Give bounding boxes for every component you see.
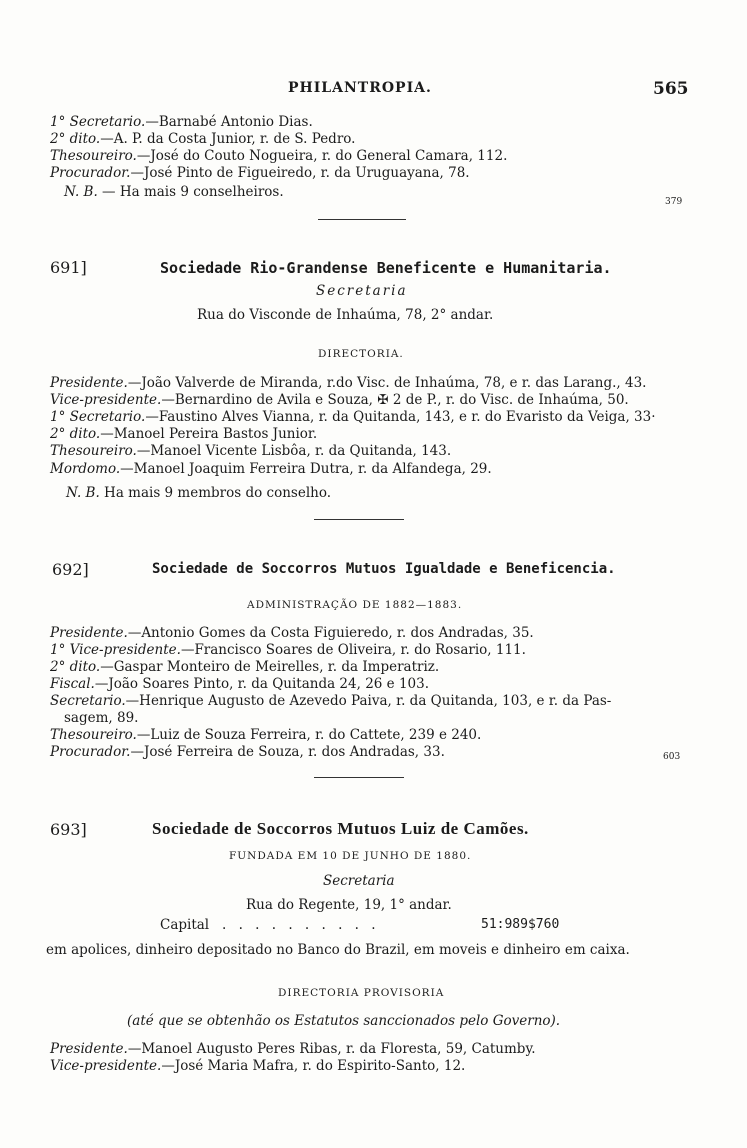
entry-line <box>50 625 534 642</box>
entry-role: Thesoureiro. <box>50 148 137 164</box>
entry-text: sagem, 89. <box>64 710 139 726</box>
note-nb: N. B. <box>66 485 100 501</box>
margin-number: 379 <box>665 197 683 207</box>
entry-line <box>50 693 611 710</box>
entry-role: Procurador. <box>50 165 131 181</box>
entry-line <box>50 148 507 165</box>
entry-line <box>50 426 317 443</box>
entry-role: Presidente. <box>50 1041 128 1057</box>
entry-role: 2° dito. <box>50 659 101 675</box>
entry-text: —Bernardino de Avila e Souza, ✠ 2 de P., r. do Visc. de Inhaúma, 50. <box>161 392 629 408</box>
note-nb: N. B. <box>64 184 98 200</box>
capital-description: em apolices, dinheiro depositado no Banco do Brazil, em moveis e dinheiro em caixa. <box>46 942 630 958</box>
capital-leader: . . . . . . . . . . <box>222 917 380 933</box>
provisional-note: (até que se obtenhão os Estatutos sanccionados pelo Governo). <box>127 1013 561 1029</box>
entry-line <box>50 392 629 409</box>
divider <box>318 219 406 220</box>
capital-value: 51:989$760 <box>481 917 560 932</box>
entry-text: —Henrique Augusto de Azevedo Paiva, r. da Quitanda, 103, e r. da Pas- <box>125 693 612 709</box>
entry-line <box>50 114 313 131</box>
divider <box>314 777 404 778</box>
entry-line <box>50 744 445 761</box>
address: Rua do Visconde de Inhaúma, 78, 2° andar. <box>197 307 494 323</box>
entry-text: —Antonio Gomes da Costa Figuieredo, r. dos Andradas, 35. <box>127 625 534 641</box>
entry-text: —João Valverde de Miranda, r.do Visc. de Inhaúma, 78, e r. das Larang., 43. <box>127 375 647 391</box>
entry-line <box>50 1041 536 1058</box>
entry-role: Procurador. <box>50 744 131 760</box>
entry-text: —Faustino Alves Vianna, r. da Quitanda, 143, e r. do Evaristo da Veiga, 33· <box>145 409 656 425</box>
note-text: — Ha mais 9 conselheiros. <box>102 184 284 200</box>
entry-role: Fiscal. <box>50 676 95 692</box>
entry-line <box>50 131 355 148</box>
entry-role: Presidente. <box>50 625 128 641</box>
entry-role: Vice-presidente. <box>50 1058 162 1074</box>
entry-text: —Luiz de Souza Ferreira, r. do Cattete, 239 e 240. <box>136 727 482 743</box>
society-title: Sociedade Rio-Grandense Beneficente e Humanitaria. <box>160 259 612 277</box>
note-line <box>64 184 284 201</box>
society-title: Sociedade de Soccorros Mutuos Luiz de Camões. <box>152 819 529 838</box>
page-number: 565 <box>653 79 689 99</box>
entry-text: —José Maria Mafra, r. do Espirito-Santo, 12. <box>161 1058 466 1074</box>
entry-number: 691] <box>50 258 87 277</box>
capital-label: Capital <box>160 917 210 933</box>
entry-text: —Manoel Augusto Peres Ribas, r. da Floresta, 59, Catumby. <box>127 1041 536 1057</box>
entry-line <box>50 727 481 744</box>
entry-role: 1° Vice-presidente. <box>50 642 181 658</box>
entry-text: —Gaspar Monteiro de Meirelles, r. da Imperatriz. <box>100 659 440 675</box>
note-text: Ha mais 9 membros do conselho. <box>104 485 332 501</box>
entry-line <box>50 443 451 460</box>
society-title: Sociedade de Soccorros Mutuos Igualdade e Beneficencia. <box>152 561 616 577</box>
note-line <box>66 485 331 502</box>
entry-role: Vice-presidente. <box>50 392 162 408</box>
administration-heading: ADMINISTRAÇÃO DE 1882—1883. <box>247 599 463 611</box>
entry-text: —José Pinto de Figueiredo, r. da Uruguayana, 78. <box>130 165 470 181</box>
entry-text: —Manoel Pereira Bastos Junior. <box>100 426 318 442</box>
secretaria-label: Secretaria <box>316 283 408 299</box>
entry-line <box>50 409 656 426</box>
entry-role: Thesoureiro. <box>50 727 137 743</box>
entry-text: —Francisco Soares de Oliveira, r. do Rosario, 111. <box>180 642 526 658</box>
entry-role: Secretario. <box>50 693 126 709</box>
entry-text: —José do Couto Nogueira, r. do General Camara, 112. <box>136 148 508 164</box>
entry-role: 1° Secretario. <box>50 114 146 130</box>
entry-role: 2° dito. <box>50 131 101 147</box>
running-title: PHILANTROPIA. <box>288 80 432 96</box>
entry-role: 1° Secretario. <box>50 409 146 425</box>
entry-role: 2° dito. <box>50 426 101 442</box>
secretaria-label: Secretaria <box>323 873 395 889</box>
entry-number: 692] <box>52 560 89 579</box>
entry-line <box>50 659 439 676</box>
directoria-heading: DIRECTORIA. <box>318 348 404 360</box>
entry-line <box>50 165 470 182</box>
entry-line <box>50 1058 465 1075</box>
entry-role: Thesoureiro. <box>50 443 137 459</box>
entry-text: —José Ferreira de Souza, r. dos Andradas, 33. <box>130 744 445 760</box>
entry-text: —A. P. da Costa Junior, r. de S. Pedro. <box>100 131 356 147</box>
directoria-heading: DIRECTORIA PROVISORIA <box>278 987 445 999</box>
entry-text: —Manoel Vicente Lisbôa, r. da Quitanda, 143. <box>136 443 452 459</box>
entry-line <box>50 375 646 392</box>
entry-line <box>50 676 429 693</box>
address: Rua do Regente, 19, 1° andar. <box>246 897 452 913</box>
entry-role: Mordomo. <box>50 461 121 477</box>
entry-text: —Barnabé Antonio Dias. <box>145 114 313 130</box>
margin-number: 603 <box>663 752 681 762</box>
entry-role: Presidente. <box>50 375 128 391</box>
entry-text: —João Soares Pinto, r. da Quitanda 24, 26 e 103. <box>94 676 430 692</box>
founded-line: FUNDADA EM 10 DE JUNHO DE 1880. <box>229 850 472 862</box>
divider <box>314 519 404 520</box>
entry-line <box>50 461 492 478</box>
entry-line <box>50 642 526 659</box>
entry-line <box>64 710 138 727</box>
entry-text: —Manoel Joaquim Ferreira Dutra, r. da Alfandega, 29. <box>120 461 492 477</box>
entry-number: 693] <box>50 820 87 839</box>
